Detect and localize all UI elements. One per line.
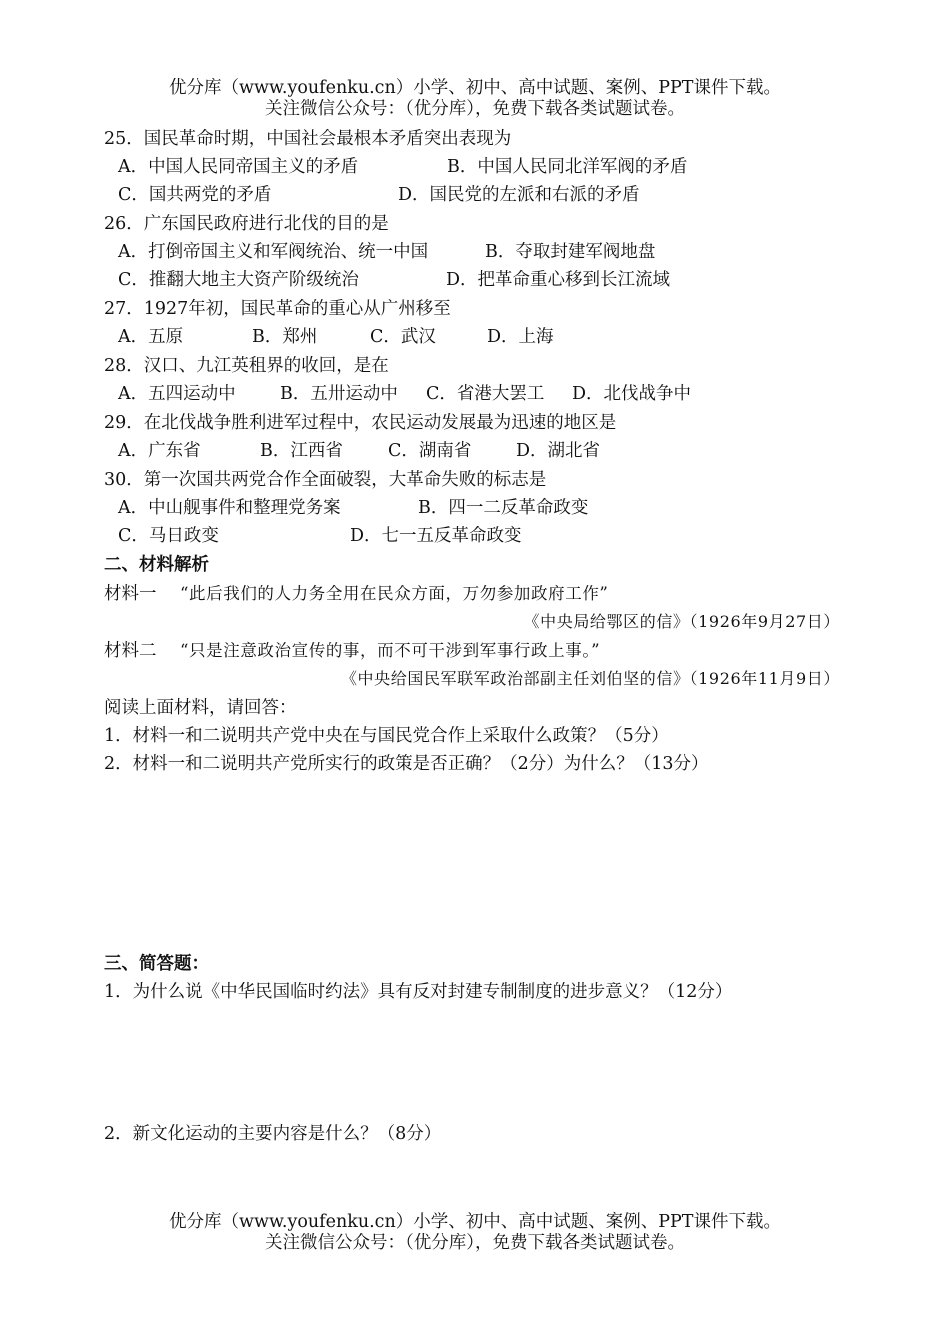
footer-line-1: 优分库（www.youfenku.cn）小学、初中、高中试题、案例、PPT课件下载。	[169, 1212, 781, 1232]
question-29-option-d: D．湖北省	[516, 441, 601, 461]
question-28-option-d: D．北伐战争中	[572, 384, 692, 404]
question-28-option-b: B．五卅运动中	[280, 384, 398, 404]
material-1-source: 《中央局给鄂区的信》（1926年9月27日）	[523, 612, 840, 631]
header-line-1: 优分库（www.youfenku.cn）小学、初中、高中试题、案例、PPT课件下载。	[169, 78, 781, 98]
question-29-option-a: A．广东省	[118, 441, 201, 461]
section-2-instruction: 阅读上面材料，请回答：	[104, 698, 297, 718]
question-27-stem: 27．1927年初，国民革命的重心从广州移至	[104, 299, 451, 319]
question-27-option-c: C．武汉	[370, 327, 436, 347]
question-26-stem: 26．广东国民政府进行北伐的目的是	[104, 214, 389, 234]
section-2-question-1: 1．材料一和二说明共产党中央在与国民党合作上采取什么政策？（5分）	[104, 726, 669, 746]
question-30-option-b: B．四一二反革命政变	[418, 498, 589, 518]
section-3-question-2: 2．新文化运动的主要内容是什么？（8分）	[104, 1124, 442, 1144]
header-line-2: 关注微信公众号：（优分库），免费下载各类试题试卷。	[265, 99, 685, 119]
material-2-label: 材料二	[104, 641, 157, 661]
footer-line-2: 关注微信公众号：（优分库），免费下载各类试题试卷。	[265, 1233, 685, 1253]
question-29-stem: 29．在北伐战争胜利进军过程中，农民运动发展最为迅速的地区是	[104, 413, 617, 433]
section-3-title: 三、简答题：	[104, 954, 209, 974]
question-26-option-b: B．夺取封建军阀地盘	[485, 242, 656, 262]
question-30-option-d: D．七一五反革命政变	[350, 526, 522, 546]
question-27-option-d: D．上海	[487, 327, 554, 347]
question-26-option-c: C．推翻大地主大资产阶级统治	[118, 270, 359, 290]
question-25-option-d: D．国民党的左派和右派的矛盾	[398, 185, 640, 205]
question-26-option-d: D．把革命重心移到长江流域	[446, 270, 671, 290]
question-25-stem: 25．国民革命时期，中国社会最根本矛盾突出表现为	[104, 129, 512, 149]
question-30-option-c: C．马日政变	[118, 526, 219, 546]
question-28-option-c: C．省港大罢工	[426, 384, 545, 404]
question-29-option-b: B．江西省	[260, 441, 343, 461]
section-2-title: 二、材料解析	[104, 555, 209, 575]
material-1-label: 材料一	[104, 584, 157, 604]
material-2-source: 《中央给国民军联军政治部副主任刘伯坚的信》（1926年11月9日）	[340, 669, 840, 688]
question-25-option-b: B．中国人民同北洋军阀的矛盾	[447, 157, 688, 177]
section-3-question-1: 1．为什么说《中华民国临时约法》具有反对封建专制制度的进步意义？（12分）	[104, 982, 733, 1002]
question-27-option-a: A．五原	[118, 327, 184, 347]
section-2-question-2: 2．材料一和二说明共产党所实行的政策是否正确？（2分）为什么？（13分）	[104, 754, 709, 774]
question-25-option-a: A．中国人民同帝国主义的矛盾	[118, 157, 359, 177]
question-25-option-c: C．国共两党的矛盾	[118, 185, 272, 205]
question-28-option-a: A．五四运动中	[118, 384, 236, 404]
question-30-option-a: A．中山舰事件和整理党务案	[118, 498, 341, 518]
material-2-quote: “只是注意政治宣传的事，而不可干涉到军事行政上事。”	[180, 641, 601, 660]
question-30-stem: 30．第一次国共两党合作全面破裂，大革命失败的标志是	[104, 470, 547, 490]
material-1-quote: “此后我们的人力务全用在民众方面，万勿参加政府工作”	[180, 584, 609, 603]
question-26-option-a: A．打倒帝国主义和军阀统治、统一中国	[118, 242, 429, 262]
question-29-option-c: C．湖南省	[388, 441, 472, 461]
question-28-stem: 28．汉口、九江英租界的收回，是在	[104, 356, 389, 376]
question-27-option-b: B．郑州	[252, 327, 318, 347]
